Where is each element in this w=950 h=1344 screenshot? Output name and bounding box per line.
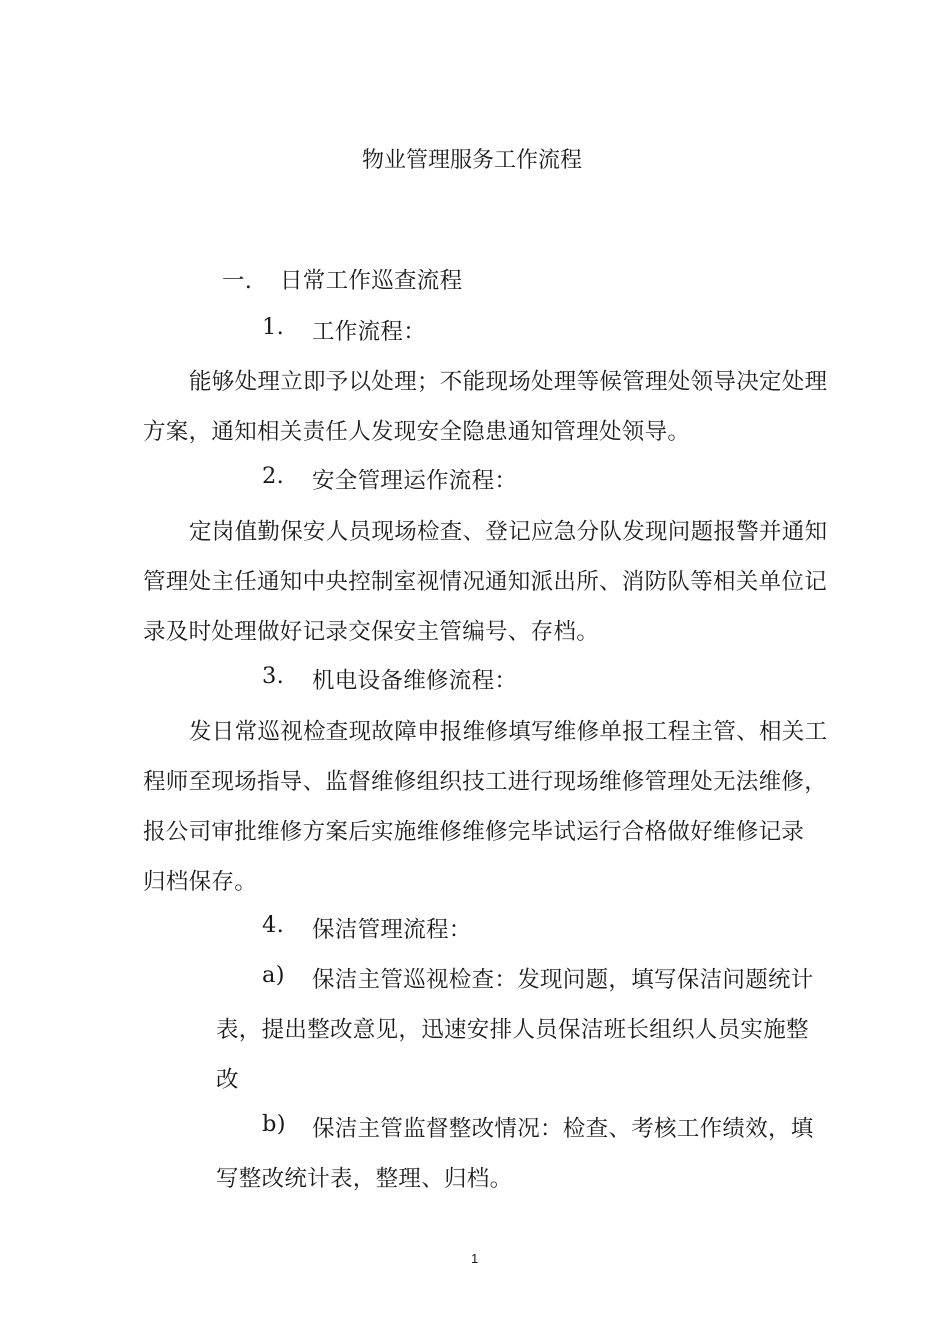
item1-heading: 工作流程： [312, 319, 427, 345]
item3-marker: 3. [262, 663, 285, 689]
item2-heading: 安全管理运作流程： [312, 468, 518, 494]
item4-heading: 保洁管理流程： [312, 917, 472, 943]
item2-marker: 2. [262, 463, 285, 489]
item3-line: 发日常巡视检查现故障申报维修填写维修单报工程主管、相关工 [189, 719, 828, 745]
item3-line: 报公司审批维修方案后实施维修维修完毕试运行合格做好维修记录 [143, 819, 805, 845]
document-title: 物业管理服务工作流程 [362, 148, 583, 173]
item2-line: 录及时处理做好记录交保安主管编号、存档。 [143, 619, 600, 645]
section1-marker: 一. [222, 268, 253, 294]
item4-marker: 4. [262, 912, 285, 938]
item1-line: 方案，通知相关责任人发现安全隐患通知管理处领导。 [143, 419, 691, 445]
item2-line: 定岗值勤保安人员现场检查、登记应急分队发现问题报警并通知 [189, 519, 828, 545]
page-number: 1 [471, 1251, 479, 1266]
sub-a-line: 保洁主管巡视检查：发现问题，填写保洁问题统计 [312, 967, 814, 993]
sub-a-marker: a) [262, 962, 285, 988]
item3-line: 归档保存。 [143, 869, 258, 895]
item3-heading: 机电设备维修流程： [312, 668, 518, 694]
sub-b-line: 保洁主管监督整改情况：检查、考核工作绩效，填 [312, 1116, 814, 1142]
sub-a-line: 改 [216, 1067, 239, 1093]
item1-marker: 1. [262, 314, 285, 340]
item3-line: 程师至现场指导、监督维修组织技工进行现场维修管理处无法维修， [143, 769, 828, 795]
item1-line: 能够处理立即予以处理；不能现场处理等候管理处领导决定处理 [189, 369, 828, 395]
sub-b-marker: b) [262, 1111, 286, 1137]
sub-b-line: 写整改统计表，整理、归档。 [216, 1166, 513, 1192]
section1-heading: 日常工作巡查流程 [280, 268, 463, 294]
item2-line: 管理处主任通知中央控制室视情况通知派出所、消防队等相关单位记 [143, 569, 828, 595]
sub-a-line: 表，提出整改意见，迅速安排人员保洁班长组织人员实施整 [216, 1017, 809, 1043]
